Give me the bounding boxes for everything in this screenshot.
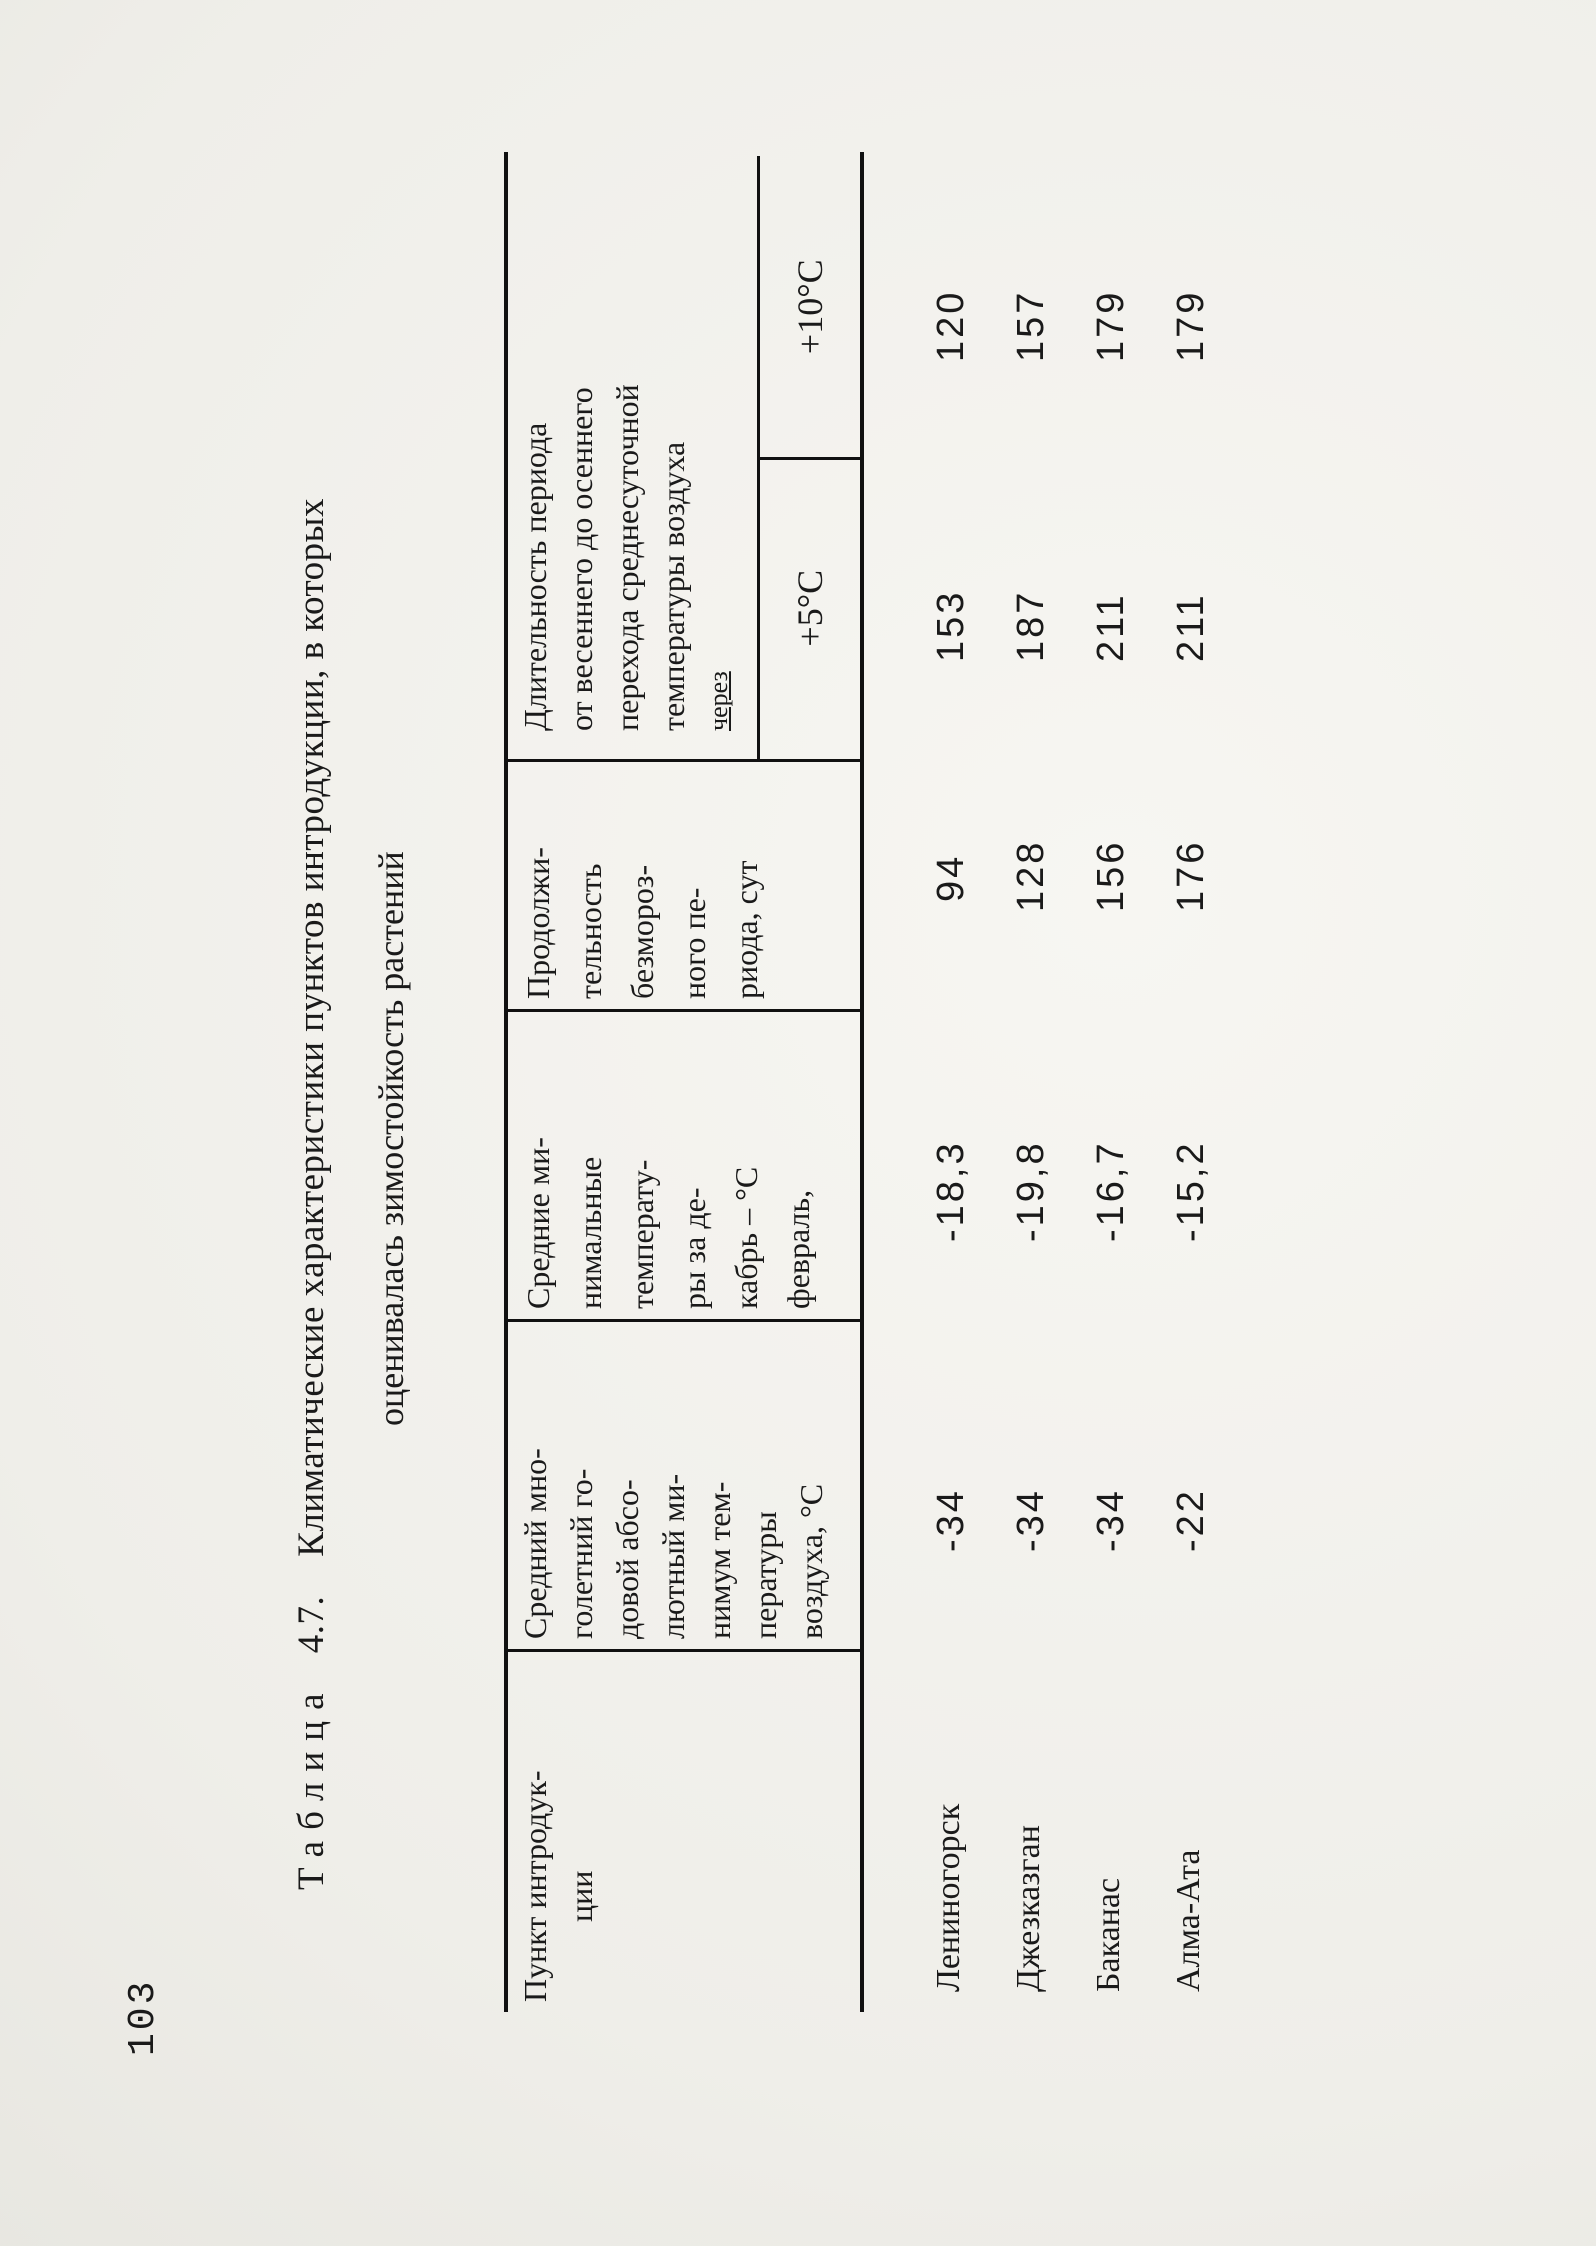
cell-frost-free: 94 bbox=[930, 853, 972, 902]
cell-frost-free: 176 bbox=[1170, 839, 1212, 912]
header-line: Продолжи- bbox=[520, 847, 556, 999]
table-caption-number: 4.7. bbox=[291, 1595, 332, 1654]
header-period bbox=[508, 156, 860, 762]
cell-abs-min: -34 bbox=[1010, 1488, 1052, 1552]
cell-avg-min: -18,3 bbox=[930, 1140, 972, 1242]
header-line: тельность bbox=[572, 863, 608, 999]
header-line: февраль, bbox=[780, 1189, 816, 1309]
table-caption-text: Климатические характеристики пунктов интродукции, в которых bbox=[291, 498, 332, 1557]
cell-avg-min: -19,8 bbox=[1010, 1140, 1052, 1242]
table-caption-line1 bbox=[290, 498, 333, 1890]
header-line: лютный ми- bbox=[655, 1473, 691, 1639]
header-line: температу- bbox=[624, 1159, 660, 1309]
header-line: Средние ми- bbox=[520, 1137, 556, 1309]
subheader-plus10: +10°С bbox=[760, 156, 860, 461]
table-caption-label: Таблица bbox=[291, 1682, 332, 1890]
cell-avg-min: -16,7 bbox=[1090, 1140, 1132, 1242]
header-line: Средний мно- bbox=[517, 1448, 553, 1639]
cell-frost-free: 128 bbox=[1010, 839, 1052, 912]
cell-p5: 187 bbox=[1010, 589, 1052, 662]
table-row bbox=[1170, 152, 1250, 2012]
header-point bbox=[508, 1652, 860, 2012]
header-frost-free bbox=[508, 762, 860, 1012]
header-avg-min bbox=[508, 1012, 860, 1322]
cell-abs-min: -34 bbox=[1090, 1488, 1132, 1552]
table-row bbox=[1010, 152, 1090, 2012]
cell-p10: 157 bbox=[1010, 289, 1052, 362]
cell-point: Алма-Ата bbox=[1170, 1849, 1207, 1992]
header-line: ции bbox=[563, 1870, 599, 1922]
cell-abs-min: -22 bbox=[1170, 1488, 1212, 1552]
header-line: безмороз- bbox=[624, 864, 660, 999]
header-line: нимальные bbox=[572, 1156, 608, 1309]
header-line: кабрь – °С bbox=[728, 1166, 764, 1309]
cell-frost-free: 156 bbox=[1090, 839, 1132, 912]
subheader-plus5: +5°С bbox=[790, 569, 830, 647]
period-subheader bbox=[757, 156, 860, 759]
header-line: довой абсо- bbox=[609, 1479, 645, 1639]
cell-p5: 211 bbox=[1170, 592, 1212, 662]
cell-point: Баканас bbox=[1090, 1877, 1127, 1992]
climate-table-header bbox=[504, 152, 864, 2012]
header-line: воздуха, °С bbox=[793, 1483, 829, 1639]
header-line: от весеннего до осеннего bbox=[563, 387, 599, 731]
header-line: голетний го- bbox=[563, 1468, 599, 1639]
cell-point: Джезказган bbox=[1010, 1825, 1047, 1992]
header-line: температуры воздуха bbox=[655, 441, 691, 731]
table-caption-line2: оценивалась зимостойкость растений bbox=[371, 851, 411, 1426]
table-row bbox=[1090, 152, 1170, 2012]
cell-point: Лениногорск bbox=[930, 1803, 967, 1992]
cell-p5: 153 bbox=[930, 589, 972, 662]
header-line: перехода среднесуточной bbox=[609, 384, 645, 731]
cell-abs-min: -34 bbox=[930, 1488, 972, 1552]
header-line: ного пе- bbox=[676, 887, 712, 999]
header-line: риода, сут bbox=[728, 860, 764, 999]
cell-avg-min: -15,2 bbox=[1170, 1140, 1212, 1242]
header-line: Длительность периода bbox=[517, 422, 553, 731]
cell-p10: 179 bbox=[1090, 289, 1132, 362]
header-line: Пункт интродук- bbox=[517, 1770, 553, 2002]
page-number: 103 bbox=[122, 1978, 165, 2056]
cell-p10: 179 bbox=[1170, 289, 1212, 362]
header-line: через bbox=[704, 671, 733, 731]
table-row bbox=[930, 152, 1010, 2012]
header-line: нимум тем- bbox=[701, 1481, 737, 1639]
header-line: пературы bbox=[747, 1511, 783, 1639]
cell-p5: 211 bbox=[1090, 592, 1132, 662]
cell-p10: 120 bbox=[930, 289, 972, 362]
header-abs-min bbox=[508, 1322, 860, 1652]
header-line: ры за де- bbox=[676, 1187, 712, 1309]
